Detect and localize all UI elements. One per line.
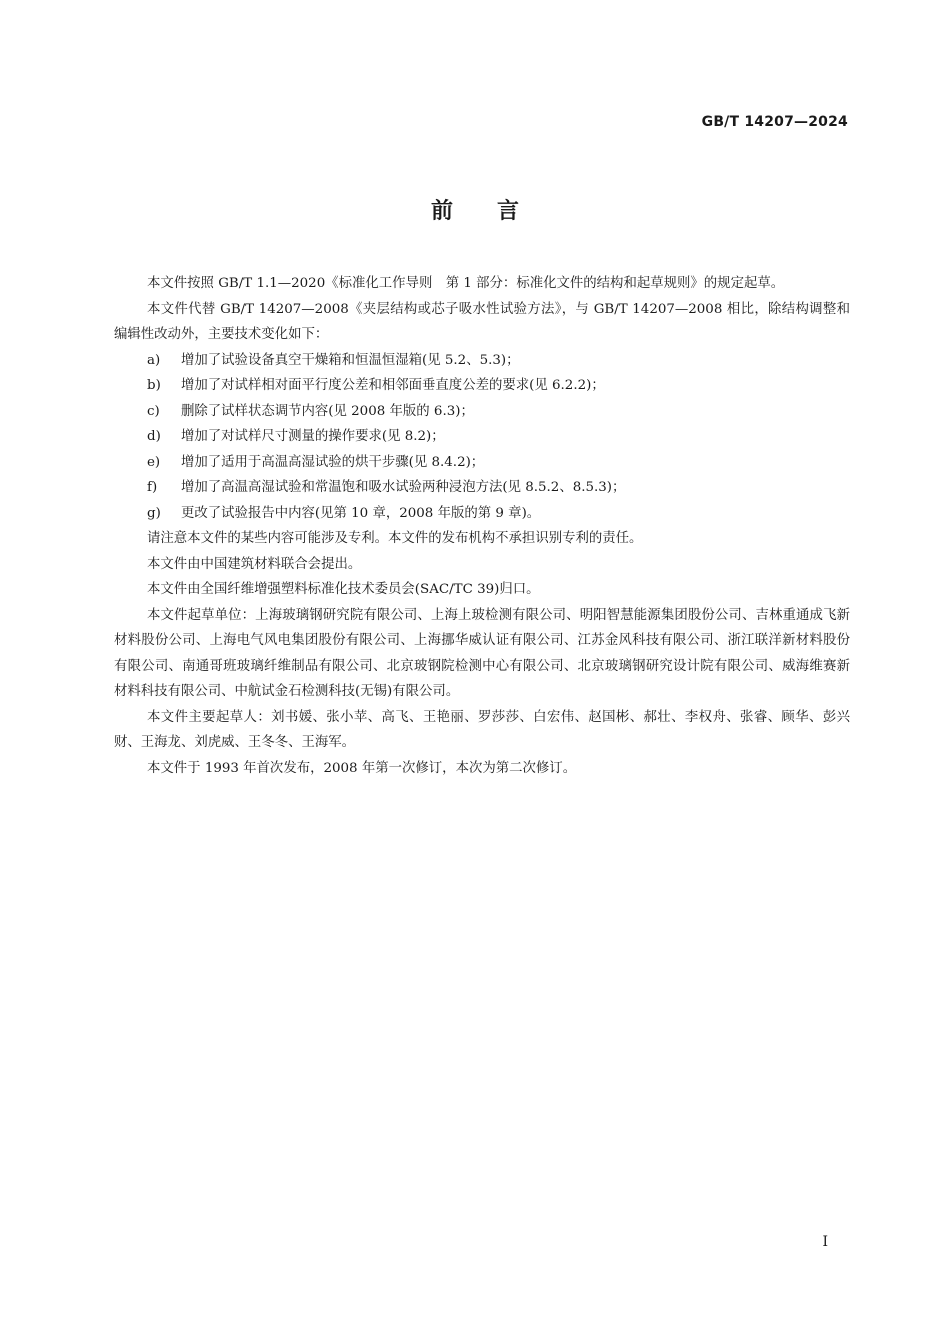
list-item-text: 增加了试验设备真空干燥箱和恒温恒湿箱(见 5.2、5.3)； (181, 352, 520, 368)
paragraph-drafters: 本文件主要起草人：刘书媛、张小苹、高飞、王艳丽、罗莎莎、白宏伟、赵国彬、郝壮、李权舟、张睿、顾华、彭兴财、王海龙、刘虎威、王冬冬、王海军。 (114, 709, 850, 750)
list-item-mark: f) (147, 480, 158, 495)
list-item-text: 增加了高温高湿试验和常温饱和吸水试验两种浸泡方法(见 8.5.2、8.5.3)； (181, 480, 626, 495)
list-item-text: 增加了适用于高温高湿试验的烘干步骤(见 8.4.2)； (181, 454, 485, 470)
list-item-text: 增加了对试样相对面平行度公差和相邻面垂直度公差的要求(见 6.2.2)； (181, 378, 605, 393)
preface-body (114, 271, 850, 781)
standard-code: GB/T 14207—2024 (701, 114, 848, 130)
list-item-text: 更改了试验报告中内容(见第 10 章，2008 年版的第 9 章)。 (181, 505, 541, 521)
list-item (114, 348, 850, 374)
paragraph-history: 本文件于 1993 年首次发布，2008 年第一次修订，本次为第二次修订。 (147, 760, 577, 776)
list-item-mark: e) (147, 454, 161, 470)
list-item-mark: a) (147, 352, 161, 368)
page-number: I (822, 1234, 828, 1250)
changes-list (114, 348, 850, 527)
list-item (114, 424, 850, 450)
paragraph-committee: 本文件由全国纤维增强塑料标准化技术委员会(SAC/TC 39)归口。 (147, 582, 540, 597)
list-item-mark: c) (147, 403, 160, 419)
list-item-text: 增加了对试样尺寸测量的操作要求(见 8.2)； (181, 429, 445, 444)
list-item (114, 450, 850, 476)
paragraph-patent-notice: 请注意本文件的某些内容可能涉及专利。本文件的发布机构不承担识别专利的责任。 (147, 531, 643, 546)
paragraph-replacement: 本文件代替 GB/T 14207—2008《夹层结构或芯子吸水性试验方法》，与 GB/T 14207—2008 相比，除结构调整和编辑性改动外，主要技术变化如下： (114, 301, 850, 342)
paragraph-drafting-rules: 本文件按照 GB/T 1.1—2020《标准化工作导则 第 1 部分：标准化文件的结构和起草规则》的规定起草。 (147, 276, 785, 291)
list-item-mark: b) (147, 378, 161, 393)
list-item (114, 399, 850, 425)
list-item (114, 501, 850, 527)
list-item (114, 373, 850, 399)
paragraph-proposer: 本文件由中国建筑材料联合会提出。 (147, 556, 362, 572)
page-title: 前言 (430, 199, 563, 224)
list-item-text: 删除了试样状态调节内容(见 2008 年版的 6.3)； (181, 403, 474, 419)
list-item-mark: g) (147, 505, 161, 521)
list-item (114, 475, 850, 501)
paragraph-drafting-units: 本文件起草单位：上海玻璃钢研究院有限公司、上海上玻检测有限公司、明阳智慧能源集团股份公司、吉林重通成飞新材料股份公司、上海电气风电集团股份有限公司、上海挪华威认证有限公司、江苏金风科技有限公司、浙江联洋新材料股份有限公司、南通哥班玻璃纤维制品有限公司、北京玻钢院检测中心有限公司、北京玻璃钢研究设计院有限公司、威海维赛新材料科技有限公司、中航试金石检测科技(无锡)有限公司。 (114, 607, 850, 699)
list-item-mark: d) (147, 429, 161, 444)
